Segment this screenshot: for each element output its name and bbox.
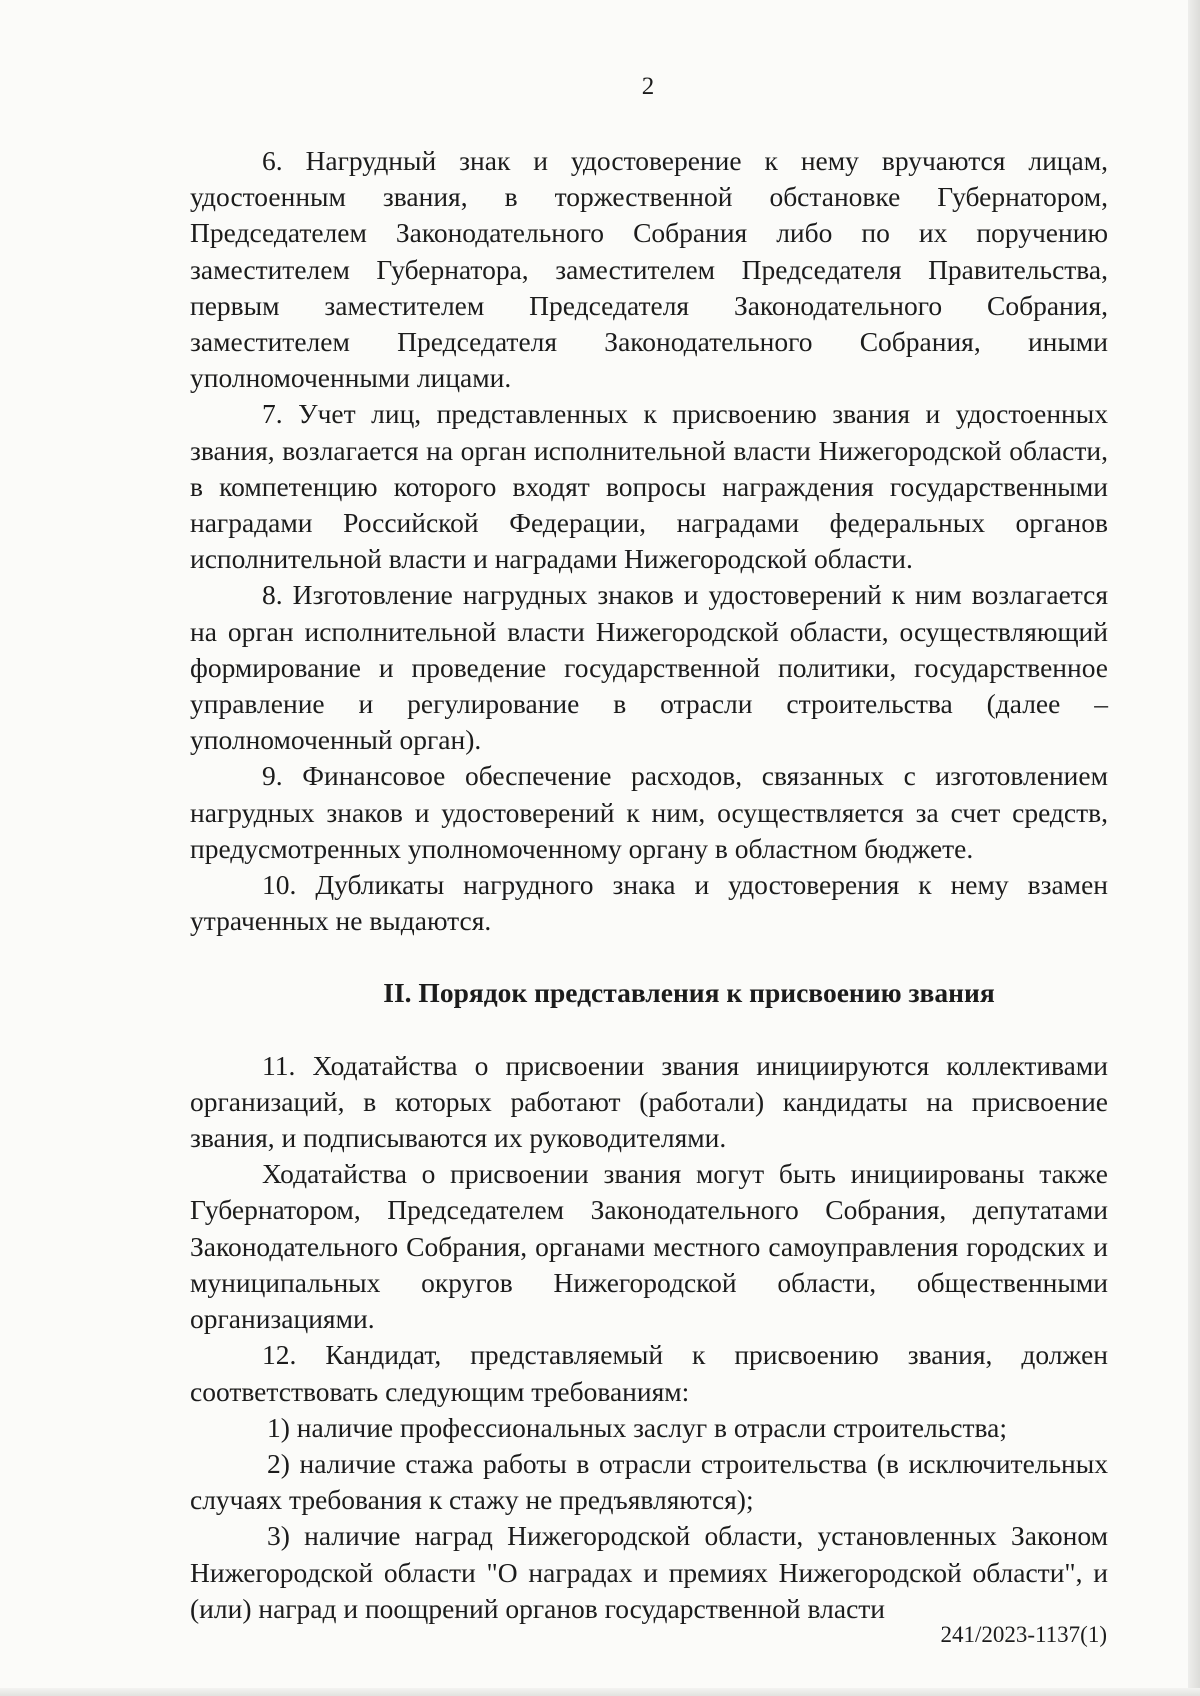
document-code: 241/2023-1137(1): [940, 1622, 1107, 1647]
section-heading: II. Порядок представления к присвоению звания: [383, 977, 995, 1009]
document-body: [190, 143, 1108, 1627]
paragraph-6: 6. Нагрудный знак и удостоверение к нему вручаются лицам, удостоенным звания, в торжественной обстановке Губернатором, Председателем Законодательного Собрания либо по их поручению заместителем Губернатора, заместителем Председателя Правительства, первым заместителем Председателя Законодательного Собрания, заместителем Председателя Законодательного Собрания, иными уполномоченными лицами.: [190, 145, 1108, 394]
paragraph-12: 12. Кандидат, представляемый к присвоению звания, должен соответствовать следующим требованиям:: [190, 1339, 1108, 1407]
paragraph-7: 7. Учет лиц, представленных к присвоению звания и удостоенных звания, возлагается на орган исполнительной власти Нижегородской области, в компетенцию которого входят вопросы награждения государственными наградами Российской Федерации, наградами федеральных органов исполнительной власти и наградами Нижегородской области.: [190, 398, 1108, 575]
paragraph-11-continued: Ходатайства о присвоении звания могут быть инициированы также Губернатором, Председателем Законодательного Собрания, депутатами Законодательного Собрания, органами местного самоуправления городских и муниципальных округов Нижегородской области, общественными организациями.: [190, 1158, 1108, 1335]
requirement-3: 3) наличие наград Нижегородской области, установленных Законом Нижегородской области "О наградах и премиях Нижегородской области", и (или) наград и поощрений органов государственной власти: [190, 1520, 1108, 1624]
scan-bottom-shadow: [0, 1688, 1200, 1696]
requirement-1: 1) наличие профессиональных заслуг в отрасли строительства;: [267, 1411, 1008, 1443]
page-number: 2: [641, 73, 655, 100]
paragraph-10: 10. Дубликаты нагрудного знака и удостоверения к нему взамен утраченных не выдаются.: [190, 869, 1108, 937]
paragraph-9: 9. Финансовое обеспечение расходов, связанных с изготовлением нагрудных знаков и удостоверений к ним, осуществляется за счет средств, предусмотренных уполномоченному органу в областном бюджете.: [190, 760, 1108, 864]
scan-edge-shadow: [1188, 0, 1200, 1696]
requirement-2: 2) наличие стажа работы в отрасли строительства (в исключительных случаях требования к стажу не предъявляются);: [190, 1447, 1108, 1516]
paragraph-11: 11. Ходатайства о присвоении звания инициируются коллективами организаций, в которых работают (работали) кандидаты на присвоение звания, и подписываются их руководителями.: [190, 1049, 1108, 1154]
paragraph-8: 8. Изготовление нагрудных знаков и удостоверений к ним возлагается на орган исполнительной власти Нижегородской области, осуществляющий формирование и проведение государственной политики, государственное управление и регулирование в отрасли строительства (далее – уполномоченный орган).: [190, 579, 1108, 756]
